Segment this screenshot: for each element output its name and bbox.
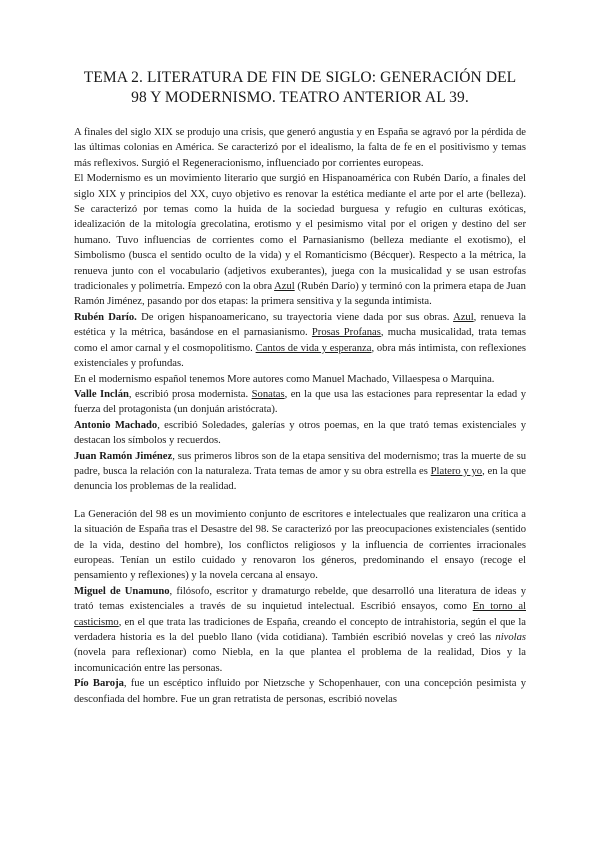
text-run: , filósofo, escritor y dramaturgo rebelde, que desarrolló una literatura de ideas y trató temas existenciales a través de su inquietud intelectual. Escribió ensayos, como [74,585,526,613]
author-name: Juan Ramón Jiménez [74,450,173,462]
paragraph-unamuno [74,584,526,676]
paragraph-generacion-98: La Generación del 98 es un movimiento conjunto de escritores e intelectuales que realizaron una crítica a la situación de España tras el Desastre del 98. Se caracterizó por las preocupaciones existenciales (sentido de la vida, destino del hombre), los conflictos religiosos y la influencia de corrientes irracionales europeas. Tenían un estilo cuidado y renovaron los géneros, predominando el ensayo (recoge el pensamiento y reflexiones) y la novela cercana al ensayo. [74,508,526,582]
paragraph-antonio-machado [74,418,526,449]
text-run: (Rubén Darío) y terminó con la primera etapa de Juan Ramón Jiménez, pasando por dos etapas: la primera sensitiva y la segunda intimista. [74,281,526,308]
work-title: Azul [453,311,474,323]
text-run: , escribió prosa modernista. [128,388,252,400]
text-run: , en el que trata las tradiciones de España, creando el concepto de intrahistoria, según el que la verdadera historia es la del pueblo llano (vida cotidiana). También escribió novelas y creó las [74,616,526,643]
document-title: TEMA 2. LITERATURA DE FIN DE SIGLO: GENERACIÓN DEL 98 Y MODERNISMO. TEATRO ANTERIOR AL 39. [83,69,517,106]
text-run: , sus primeros libros son de la etapa sensitiva del modernismo; tras la muerte de su padre, busca la relación con la naturaleza. Trata temas de amor y su obra estrella es [74,450,527,477]
paragraph-crisis: A finales del siglo XIX se produjo una crisis, que generó angustia y en España se agravó por la pérdida de las últimas colonias en América. Se caracterizó por el idealismo, la falta de fe en el positivismo y temas más reflexivos. Surgió el Regeneracionismo, influenciado por corrientes europeas. [74,127,526,169]
text-run: , escribió Soledades, galerías y otros poemas, en la que trató temas existenciales y destacan los símbolos y recuerdos. [74,419,526,447]
paragraph-modernismo [74,171,526,310]
text-run: , renueva la estética y la métrica, basándose en el parnasianismo. [74,311,526,339]
paragraph-pio-baroja [74,676,526,707]
paragraph-modernismo-espanol: En el modernismo español tenemos More autores como Manuel Machado, Villaespesa o Marquina. [74,373,495,385]
work-title: Azul [274,281,295,293]
paragraph-juan-ramon-jimenez [74,449,526,495]
paragraph-ruben-dario [74,310,526,372]
author-name: Miguel de Unamuno [74,585,170,597]
term-nivolas: nivolas [495,632,526,643]
text-run: De origen hispanoamericano, su trayectoria viene dada por sus obras. [136,311,454,323]
text-run: El Modernismo es un movimiento literario que surgió en Hispanoamérica con Rubén Darío, a finales del siglo XIX y principios del XX, cuyo objetivo es renovar la estética mediante el arte por el arte (belleza). Se caracterizó por temas como la huida de la sociedad burguesa y refugio en culturas exóticas, idealización de la mitología grecolatina, erotismo y el pesimismo vital por el origen y destino del ser humano. Tuvo influencias de corrientes como el Parnasianismo (belleza mediante el exotismo), el Simbolismo (busca el sentido oculto de la vida) y el Romanticismo (Bécquer). Respecto a la métrica, la renueva junto con el vocabulario (adjetivos exuberantes), juega con la musicalidad y se usan estrofas tradicionales y polimetría. Empezó con la obra [74,173,526,293]
work-title: Platero y yo [430,465,483,477]
work-title: En torno al casticismo [74,601,526,628]
text-run: , en la que usa las estaciones para representar la edad y fuerza del protagonista (un donjuán aristócrata). [74,388,526,416]
text-run: , fue un escéptico influido por Nietzsche y Schopenhauer, con una concepción pesimista y desconfiada del hombre. Fue un gran retratista de personas, escribió novelas [74,678,526,705]
text-run: , obra más intimista, con reflexiones existenciales y profundas. [74,342,526,370]
text-run: , mucha musicalidad, trata temas como el amor carnal y el cosmopolitismo. [74,327,526,354]
work-title: Cantos de vida y esperanza [255,342,372,354]
author-name: Rubén Darío. [74,311,137,323]
author-name: Pío Baroja [74,678,124,690]
work-title: Sonatas [251,388,285,400]
work-title: Prosas Profanas [311,327,381,339]
text-run: , en la que denuncia los problemas de la realidad. [74,465,526,493]
paragraph-valle-inclan [74,387,526,418]
text-run: (novela para reflexionar) como Niebla, en la que plantea el problema de la realidad, Dios y la incomunicación entre las personas. [74,647,526,674]
author-name: Valle Inclán [74,388,129,400]
author-name: Antonio Machado [74,419,158,431]
